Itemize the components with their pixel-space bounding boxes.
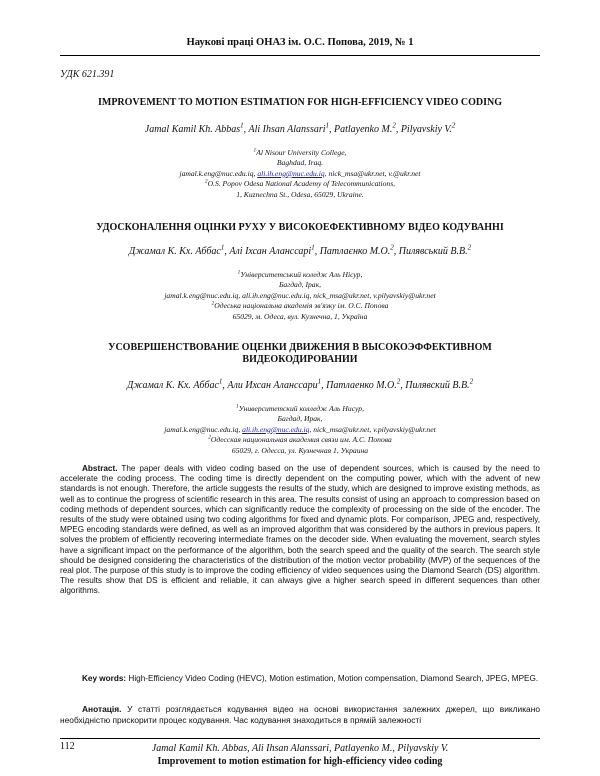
abstract [60, 464, 540, 597]
aff1-city-ru: Багдад, Ирак, [277, 414, 323, 424]
authors-en: Jamal Kamil Kh. Abbas$^1$, Ali Ihsan Alanssari$^1$, Patlayenko M.$^2$, Pilyavskiy V.$^2$ [144, 121, 456, 135]
emails-ru: jamal.k.eng@nuc.edu.iq, ali.ih.eng@nuc.edu.iq, nick_msa@ukr.net, v.pilyavskiy@ukr.net [164, 424, 436, 434]
footer-authors: Jamal Kamil Kh. Abbas, Ali Ihsan Alanssari, Patlayenko M., Pilyavskiy V. [151, 743, 449, 754]
annotation-text: У статті розглядається кодування відео на основі використання залежних джерел, що викликано необхідністю прискорити процес кодування. Час кодування знаходиться в прямій залежності [60, 704, 540, 725]
aff1-city-ua: Багдад, Ірак, [278, 280, 322, 290]
title-ru [60, 342, 540, 366]
aff1-en: $^1$Al Nisour University College, [253, 147, 347, 157]
emails-ua: jamal.k.eng@nuc.edu.iq, ali.ih.eng@nuc.edu.iq, nick_msa@ukr.net, v.pilyavskiy@ukr.net [164, 290, 436, 300]
abstract-text: The paper deals with video coding based on the use of dependent sources, which is caused by the need to accelerate the coding process. The coding time is directly dependent on the computing power, which with the advent of new standards is not enough. Therefore, the article suggests the results of the study, which are designed to improve existing methods, as well as to continue the progress of scientific research in this area. The results consist of using an approach to compression based on coding methods of dependent sources, which can significantly reduce the complexity of processing on the side of the encoder. The results of the study were obtained using two coding algorithms for fixed and dynamic plots. For comparison, JPEG and, respectively, MPEG encoding standards were defined, as well as an improved algorithm that was considered by the authors in previous papers. It solves the problem of efficiently recovering intermediate frames on the decoder side. When evaluating the movement, search styles have a significant impact on the performance of the algorithm, both the search speed and the quality of the search. The search style should be designed considering the characteristics of the distribution of the motion vector probability (MVP) of the sequences of the real plot. The purpose of this study is to improve the coding efficiency of video sequences using the Diamond Search (DS) algorithm. The results show that DS is efficient and reliable, it can always give a higher search speed in different sequences than other algorithms. [60, 464, 540, 596]
aff2-en: $^2$O.S. Popov Odesa National Academy of Telecommunications, [204, 178, 396, 189]
page-number: 112 [60, 741, 75, 752]
affiliations-ua [60, 270, 540, 322]
aff1-ua: $^1$Університетський коледж Аль Нісур, [237, 269, 363, 279]
keywords-text: High-Efficiency Video Coding (HEVC), Motion estimation, Motion compensation, Diamond Search, JPEG, MPEG. [128, 674, 539, 683]
aff2-ua: $^2$Одеська національна академія зв'язку ім. О.С. Попова [211, 300, 389, 311]
aff1-city-en: Baghdad, Iraq. [276, 158, 324, 168]
title-en: IMPROVEMENT TO MOTION ESTIMATION FOR HIGH-EFFICIENCY VIDEO CODING [97, 97, 503, 108]
annotation [60, 704, 540, 725]
email-link-en[interactable]: ali.ih.eng@nuc.edu.iq [257, 168, 325, 178]
emails-en: jamal.k.eng@nuc.edu.iq, ali.ih.eng@nuc.edu.iq, nick_msa@ukr.net, v.@ukr.net [179, 168, 421, 178]
running-header: Наукові праці ОНАЗ ім. О.С. Попова, 2019, № 1 [186, 37, 414, 48]
aff2-addr-ua: 65029, м. Одеса, вул. Кузнечна, 1, Україна [232, 311, 368, 321]
affiliations-ru [60, 404, 540, 456]
header-rule [60, 55, 540, 56]
aff2-ru: $^2$Одесская национальная академия связи им. А.С. Попова [208, 434, 392, 445]
title-ua: УДОСКОНАЛЕННЯ ОЦІНКИ РУХУ У ВИСОКОЕФЕКТИВНОМУ ВІДЕО КОДУВАННІ [96, 222, 504, 233]
keywords [60, 674, 540, 684]
aff1-ru: $^1$Университетский колледж Аль Нисур, [236, 403, 364, 413]
aff2-addr-ru: 65029, г. Одесса, ул. Кузнечная 1, Украина [231, 445, 369, 455]
title-ru-line2: ВИДЕОКОДИРОВАНИИ [242, 354, 358, 365]
abstract-label: Abstract. [82, 464, 118, 473]
footer-rule [60, 738, 540, 739]
authors-ua: Джамал К. Кх. Аббас$^1$, Алі Іхсан Аланссарі$^1$, Патлаєнко М.О.$^2$, Пилявський В.В.$^2$ [128, 243, 472, 257]
authors-ru: Джамал К. Кх. Аббас$^1$, Али Ихсан Аланссари$^1$, Патлаенко М.О.$^2$, Пилявский В.В.$^2$ [126, 377, 474, 391]
title-ru-line1: УСОВЕРШЕНСТВОВАНИЕ ОЦЕНКИ ДВИЖЕНИЯ В ВЫСОКОЭФФЕКТИВНОМ [108, 342, 492, 353]
email-link-ru[interactable]: ali.ih.eng@nuc.edu.iq [242, 424, 310, 434]
affiliations-en [60, 148, 540, 200]
annotation-label: Анотація. [82, 704, 122, 714]
udk-code: УДК 621.391 [60, 69, 115, 80]
keywords-label: Key words: [82, 674, 127, 683]
aff2-addr-en: 1, Kuznechna St., Odesa, 65029, Ukraine. [236, 189, 364, 199]
footer-title: Improvement to motion estimation for high-efficiency video coding [157, 756, 443, 767]
